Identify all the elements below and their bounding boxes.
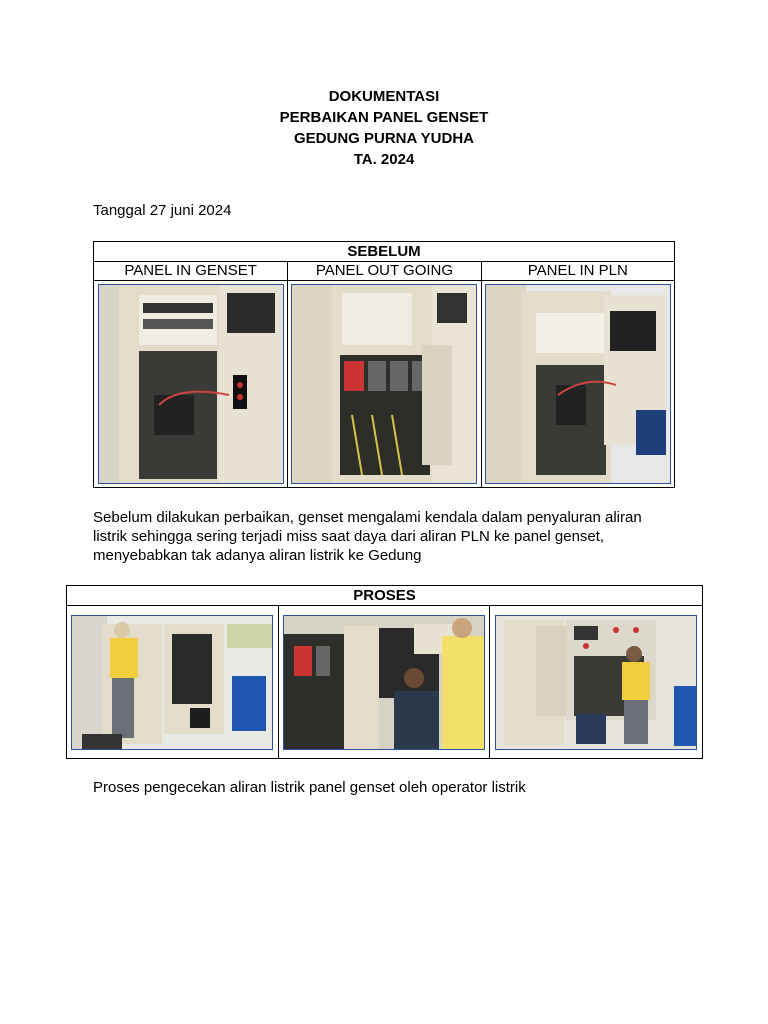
column-header-panel-in-pln: PANEL IN PLN xyxy=(481,262,674,281)
date-text: Tanggal 27 juni 2024 xyxy=(93,202,232,219)
title-line-2: PERBAIKAN PANEL GENSET xyxy=(279,109,489,126)
photo-cell xyxy=(67,606,279,759)
title-line-3: GEDUNG PURNA YUDHA xyxy=(293,130,474,147)
photo-cell xyxy=(278,606,490,759)
photo-cell xyxy=(481,281,674,488)
before-table-title: SEBELUM xyxy=(94,242,675,262)
photo-cell xyxy=(288,281,481,488)
document-title xyxy=(0,86,768,170)
title-line-1: DOKUMENTASI xyxy=(328,88,440,105)
process-table-title: PROSES xyxy=(67,586,703,606)
photo-cell xyxy=(490,606,703,759)
title-line-4: TA. 2024 xyxy=(353,151,415,168)
photo-process-2 xyxy=(283,615,485,750)
column-header-panel-out-going: PANEL OUT GOING xyxy=(288,262,481,281)
before-description-line-3: menyebabkan tak adanya aliran listrik ke Gedung xyxy=(93,547,422,564)
photo-process-3 xyxy=(495,615,697,750)
process-table xyxy=(66,585,703,759)
photo-process-1 xyxy=(71,615,273,750)
photo-panel-in-genset xyxy=(98,284,284,484)
before-description-line-1: Sebelum dilakukan perbaikan, genset mengalami kendala dalam penyaluran aliran xyxy=(93,509,642,526)
before-description xyxy=(93,508,673,565)
photo-cell xyxy=(94,281,288,488)
process-description: Proses pengecekan aliran listrik panel genset oleh operator listrik xyxy=(93,779,526,796)
photo-panel-in-pln xyxy=(485,284,671,484)
column-header-panel-in-genset: PANEL IN GENSET xyxy=(94,262,288,281)
photo-panel-out-going xyxy=(291,284,477,484)
before-description-line-2: listrik sehingga sering terjadi miss saat daya dari aliran PLN ke panel genset, xyxy=(93,528,605,545)
before-table xyxy=(93,241,675,488)
